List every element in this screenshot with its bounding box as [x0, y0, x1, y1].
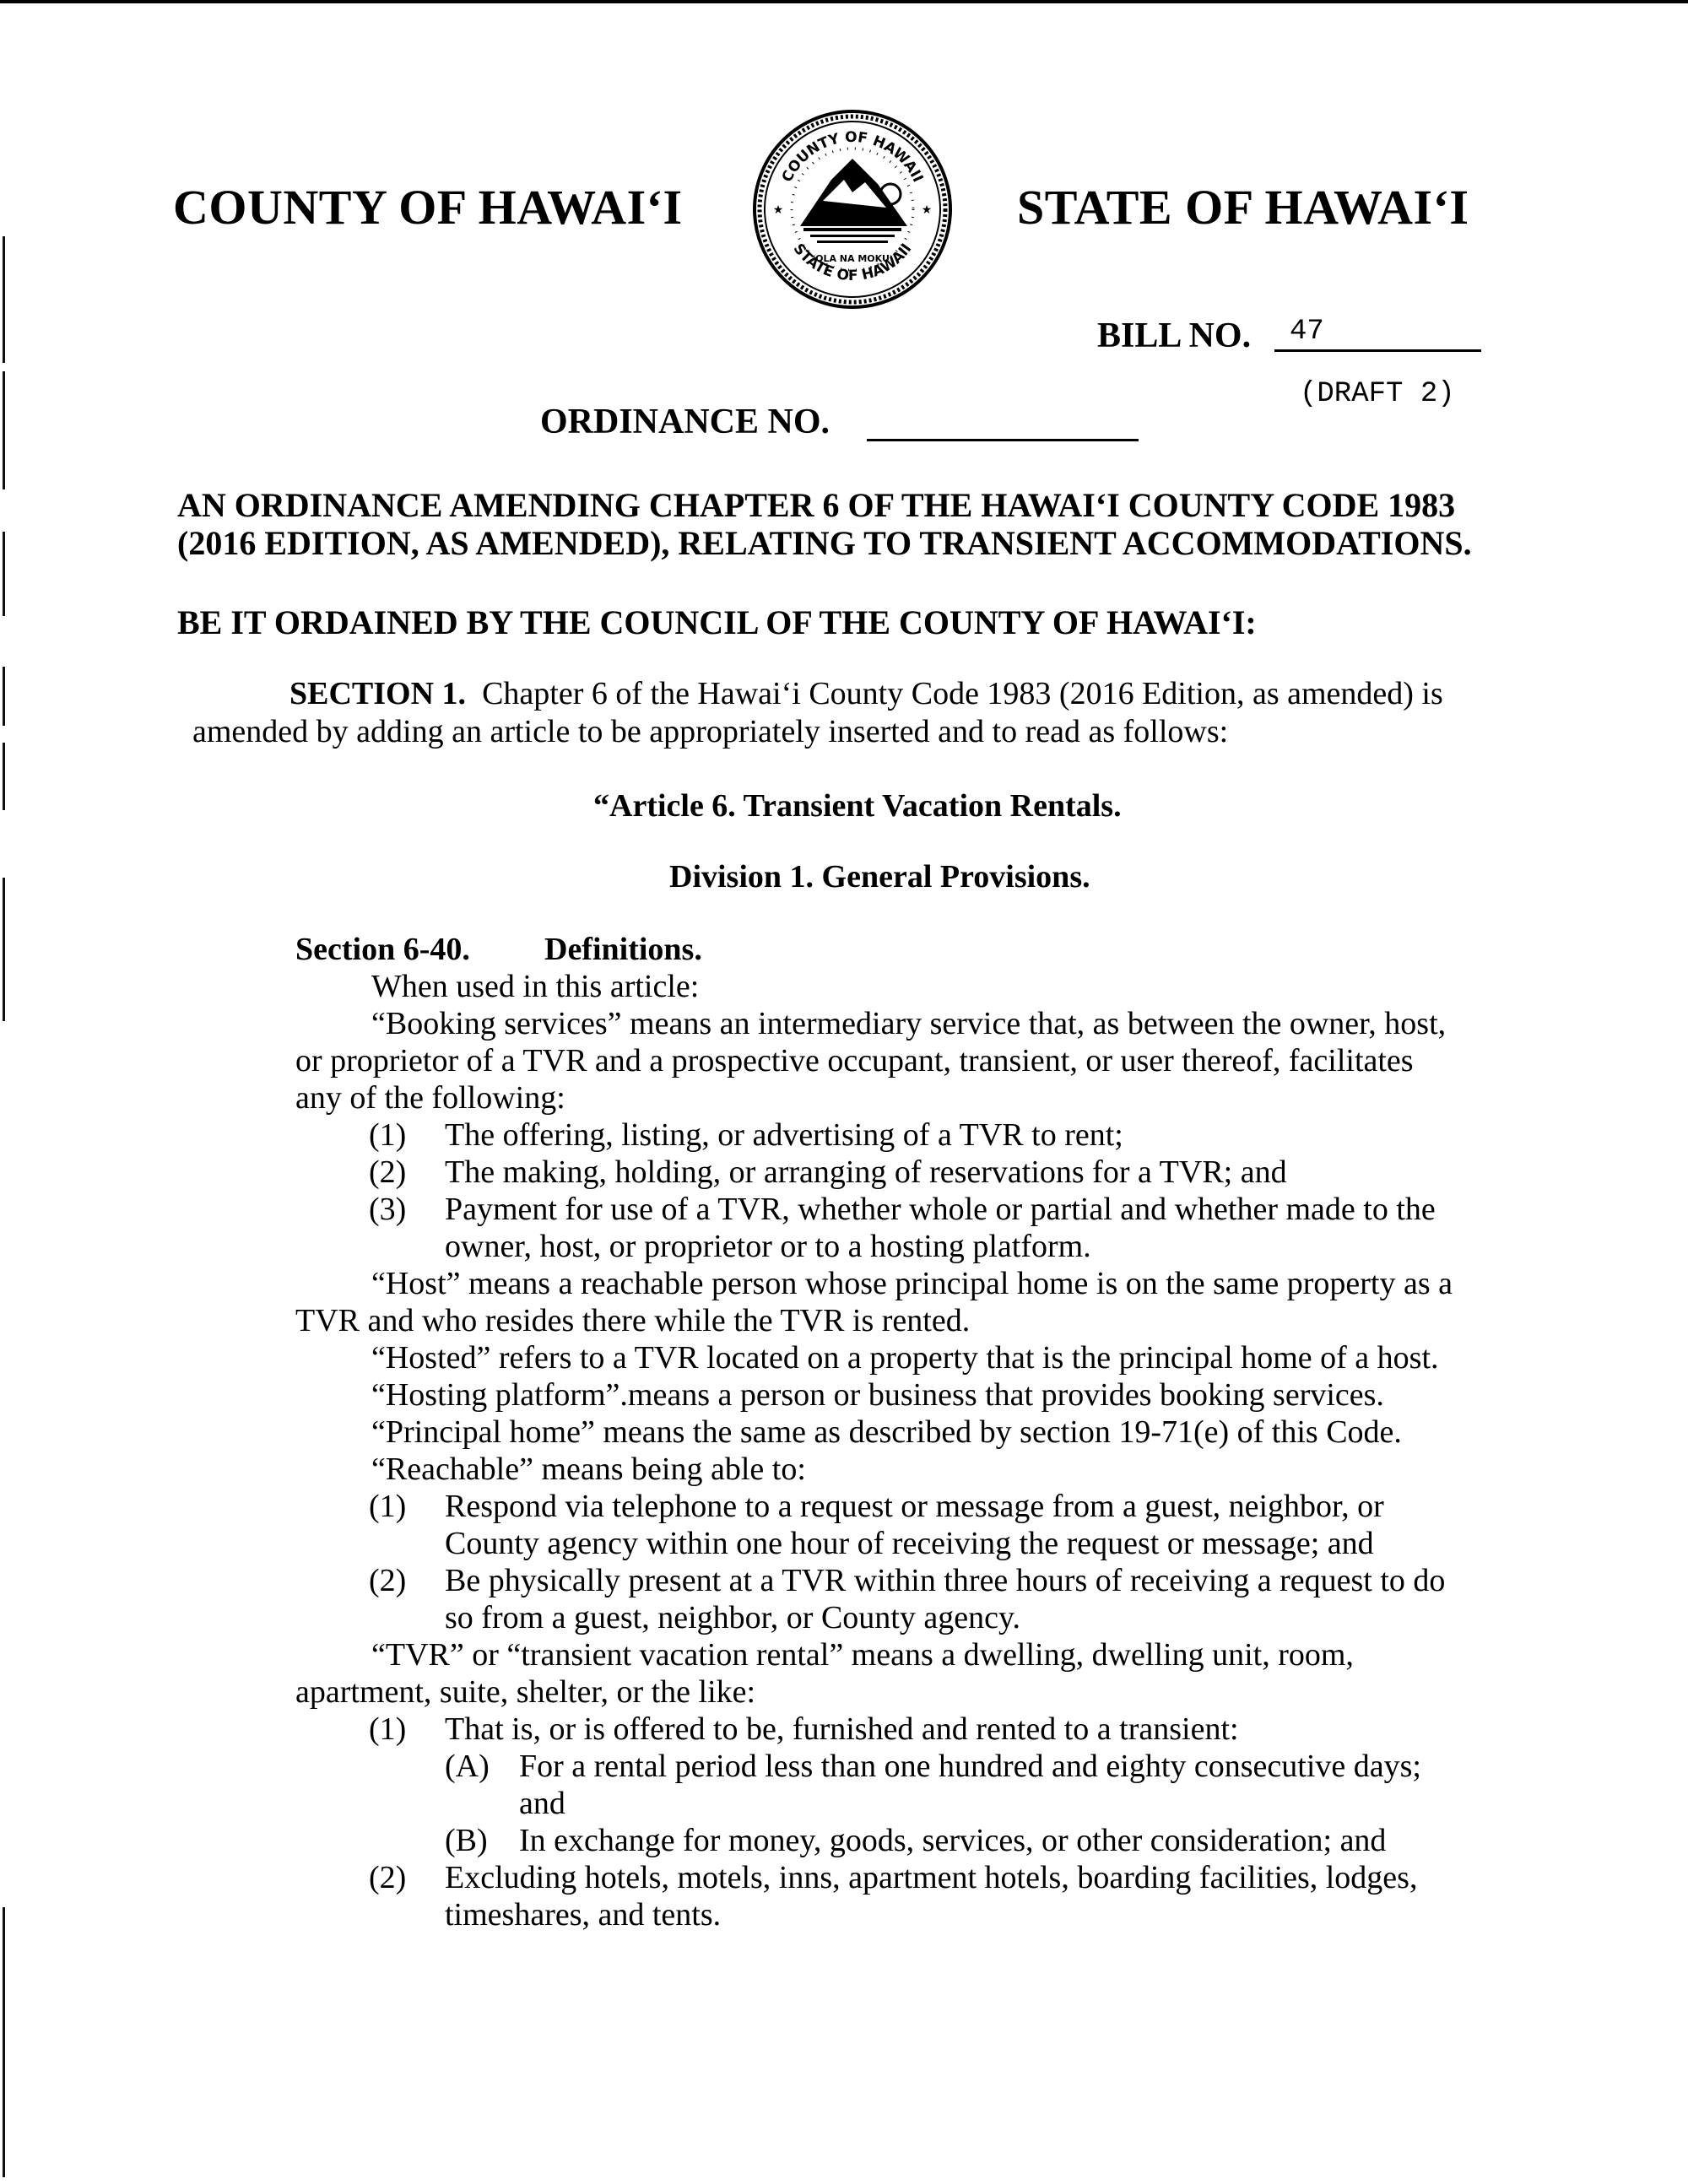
- def-tvr-cont: apartment, suite, shelter, or the like:: [295, 1674, 756, 1710]
- scan-edge-left: [3, 743, 5, 810]
- section1-text: Chapter 6 of the Hawai‘i County Code 1983 (2016 Edition, as amended) is: [482, 676, 1443, 711]
- section-title: Definitions.: [544, 932, 702, 967]
- state-heading: STATE OF HAWAI‘I: [1017, 180, 1469, 235]
- sub-item: In exchange for money, goods, services, or other consideration; and: [519, 1823, 1387, 1858]
- list-item: Payment for use of a TVR, whether whole or partial and whether made to the: [445, 1192, 1436, 1227]
- sub-item-cont: and: [519, 1786, 565, 1821]
- section-number: Section 6-40.: [295, 932, 470, 967]
- scan-edge-left: [3, 1907, 5, 2177]
- def-booking-services-cont: or proprietor of a TVR and a prospective occupant, transient, or user thereof, facilitates: [295, 1043, 1414, 1078]
- def-booking-services: “Booking services” means an intermediary service that, as between the owner, host,: [371, 1006, 1447, 1041]
- ordinance-title-line2: (2016 EDITION, AS AMENDED), RELATING TO TRANSIENT ACCOMMODATIONS.: [177, 524, 1472, 562]
- scan-edge-left: [3, 371, 5, 489]
- def-host: “Host” means a reachable person whose principal home is on the same property as a: [371, 1266, 1453, 1301]
- def-tvr: “TVR” or “transient vacation rental” means a dwelling, dwelling unit, room,: [371, 1637, 1354, 1673]
- svg-text:★: ★: [772, 204, 784, 217]
- list-item-cont: so from a guest, neighbor, or County agency.: [445, 1600, 1020, 1635]
- definitions-intro: When used in this article:: [371, 969, 700, 1004]
- def-hosted: “Hosted” refers to a TVR located on a property that is the principal home of a host.: [371, 1340, 1439, 1376]
- county-heading: COUNTY OF HAWAI‘I: [173, 180, 683, 235]
- ordinance-number-underline: [867, 439, 1139, 441]
- scan-edge-left: [3, 236, 5, 363]
- bill-number-label: BILL NO.: [1097, 316, 1252, 355]
- list-item-number: (1): [369, 1711, 407, 1747]
- scan-edge-left: [3, 878, 5, 1021]
- list-item-number: (2): [369, 1563, 407, 1598]
- def-host-cont: TVR and who resides there while the TVR is rented.: [295, 1303, 971, 1338]
- seal-motto: OLA NA MOKU: [815, 253, 890, 264]
- seal-bottom-text: STATE OF HAWAII: [789, 241, 916, 285]
- def-principal-home: “Principal home” means the same as described by section 19-71(e) of this Code.: [371, 1414, 1402, 1450]
- list-item: That is, or is offered to be, furnished and rented to a transient:: [445, 1711, 1239, 1747]
- bill-number-underline: [1274, 349, 1481, 352]
- enacting-clause: BE IT ORDAINED BY THE COUNCIL OF THE COUNTY OF HAWAI‘I:: [177, 603, 1257, 641]
- ordinance-number-label: ORDINANCE NO.: [540, 403, 830, 441]
- sub-item-letter: (A): [445, 1749, 490, 1784]
- list-item-number: (1): [369, 1489, 407, 1524]
- def-booking-services-cont: any of the following:: [295, 1080, 565, 1116]
- list-item: The offering, listing, or advertising of a TVR to rent;: [445, 1117, 1123, 1153]
- division-heading: Division 1. General Provisions.: [669, 859, 1090, 895]
- scan-edge-left: [3, 532, 5, 616]
- ordinance-title-line1: AN ORDINANCE AMENDING CHAPTER 6 OF THE HAWAI‘I COUNTY CODE 1983: [177, 486, 1456, 524]
- scan-edge-top: [0, 0, 1688, 3]
- seal-top-text: COUNTY OF HAWAII: [778, 128, 927, 186]
- list-item-cont: timeshares, and tents.: [445, 1897, 722, 1933]
- sub-item-letter: (B): [445, 1823, 488, 1858]
- section1-text-cont: amended by adding an article to be appropriately inserted and to read as follows:: [192, 714, 1229, 749]
- section1-label: SECTION 1.: [289, 676, 467, 711]
- sub-item: For a rental period less than one hundred and eighty consecutive days;: [519, 1749, 1421, 1784]
- def-hosting-platform: “Hosting platform”.means a person or business that provides booking services.: [371, 1377, 1384, 1413]
- bill-number-value: 47: [1290, 316, 1324, 348]
- list-item: The making, holding, or arranging of reservations for a TVR; and: [445, 1154, 1287, 1190]
- list-item-number: (2): [369, 1860, 407, 1895]
- list-item: Excluding hotels, motels, inns, apartment hotels, boarding facilities, lodges,: [445, 1860, 1418, 1895]
- list-item-number: (2): [369, 1154, 407, 1190]
- svg-text:★: ★: [921, 204, 933, 217]
- draft-label: (DRAFT 2): [1300, 378, 1455, 410]
- list-item: Be physically present at a TVR within three hours of receiving a request to do: [445, 1563, 1446, 1598]
- county-seal-icon: [751, 108, 954, 311]
- list-item-number: (1): [369, 1117, 407, 1153]
- list-item-cont: County agency within one hour of receiving the request or message; and: [445, 1526, 1374, 1561]
- article-heading: “Article 6. Transient Vacation Rentals.: [593, 788, 1122, 824]
- scan-edge-left: [3, 667, 5, 726]
- list-item-number: (3): [369, 1192, 407, 1227]
- list-item: Respond via telephone to a request or message from a guest, neighbor, or: [445, 1489, 1384, 1524]
- def-reachable: “Reachable” means being able to:: [371, 1451, 806, 1487]
- list-item-cont: owner, host, or proprietor or to a hosting platform.: [445, 1229, 1091, 1264]
